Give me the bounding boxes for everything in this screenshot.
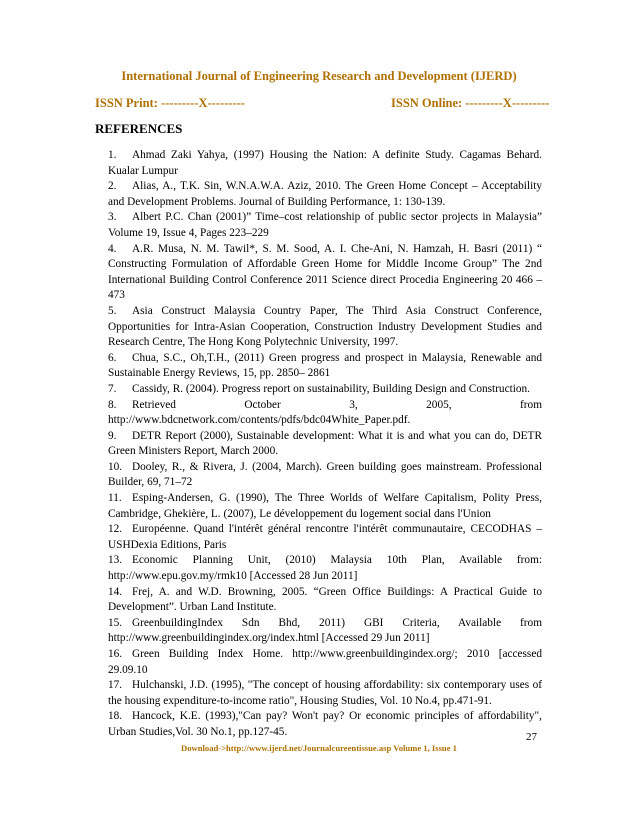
reference-text: Chua, S.C., Oh,T.H., (2011) Green progress and prospect in Malaysia, Renewable and Sustainable Energy Reviews, 15, pp. 2850– 2861 — [108, 351, 542, 380]
reference-number: 1. — [108, 149, 117, 161]
reference-item — [108, 709, 542, 740]
reference-text: Hancock, K.E. (1993),"Can pay? Won't pay? Or economic principles of affordability", Urban Studies,Vol. 30 No.1, pp.127-45. — [108, 710, 542, 738]
download-link[interactable]: Download->http://www.ijerd.net/Journalcureentissue.asp Volume 1, Issue 1 — [181, 743, 457, 753]
reference-number: 8. — [108, 398, 117, 411]
reference-number: 12. — [108, 523, 123, 536]
reference-item — [108, 304, 542, 351]
reference-item — [108, 210, 542, 241]
reference-text: Alias, A., T.K. Sin, W.N.A.W.A. Aziz, 2010. The Green Home Concept – Acceptability and Development Problems. Journal of Building Performance, 1: 130-139. — [108, 180, 542, 208]
reference-number: 6. — [108, 351, 117, 364]
reference-item — [108, 678, 542, 709]
reference-item — [108, 553, 542, 584]
reference-item — [108, 351, 542, 382]
reference-number: 7. — [108, 382, 117, 395]
journal-title: International Journal of Engineering Research and Development (IJERD) — [121, 69, 517, 83]
reference-number: 11. — [108, 492, 122, 505]
reference-item — [108, 429, 542, 460]
reference-item — [108, 179, 542, 210]
reference-text: Retrieved October 3, 2005, from http://www.bdcnetwork.com/contents/pdfs/bdc04White_Paper.pdf. — [108, 398, 542, 427]
reference-text: Dooley, R., & Rivera, J. (2004, March). Green building goes mainstream. Professional Builder, 69, 71–72 — [108, 460, 542, 489]
reference-text: Ahmad Zaki Yahya, (1997) Housing the Nation: A definite Study. Cagamas Behard. Kualar Lumpur — [108, 149, 542, 177]
reference-item — [108, 382, 542, 398]
reference-number: 3. — [108, 211, 117, 224]
reference-text: DETR Report (2000), Sustainable development: What it is and what you can do, DETR Green Ministers Report, March 2000. — [108, 429, 542, 458]
reference-text: Hulchanski, J.D. (1995), "The concept of housing affordability: six contemporary uses of the housing expenditure-to-income ratio", Housing Studies, Vol. 10 No.4, pp.471-91. — [108, 679, 542, 707]
references-heading: REFERENCES — [95, 121, 183, 136]
reference-text: Asia Construct Malaysia Country Paper, The Third Asia Construct Conference, Opportunities for Intra-Asian Cooperation, Construction Industry Development Studies and Research Centre, The Hong Kong Polytechnic University, 1997. — [108, 304, 542, 349]
reference-item — [108, 522, 542, 553]
reference-number: 16. — [108, 648, 123, 660]
reference-text: Economic Planning Unit, (2010) Malaysia 10th Plan, Available from: http://www.epu.gov.my/rmk10 [Accessed 28 Jun 2011] — [108, 554, 542, 583]
reference-number: 13. — [108, 554, 123, 567]
reference-item — [108, 460, 542, 491]
issn-print: ISSN Print: ---------X--------- — [95, 96, 245, 110]
reference-text: Cassidy, R. (2004). Progress report on sustainability, Building Design and Construction. — [132, 382, 530, 395]
reference-list — [108, 148, 542, 741]
reference-text: Albert P.C. Chan (2001)” Time–cost relationship of public sector projects in Malaysia” Volume 19, Issue 4, Pages 223–229 — [108, 211, 542, 239]
reference-item — [108, 148, 542, 179]
page-number: 27 — [526, 731, 537, 743]
reference-text: A.R. Musa, N. M. Tawil*, S. M. Sood, A. I. Che-Ani, N. Hamzah, H. Basri (2011) “ Constructing Formulation of Affordable Green Home for Middle Income Group” The 2nd International Building Control Conference 2011 Science direct Procedia Engineering 20 466 – 473 — [108, 242, 542, 302]
reference-number: 14. — [108, 585, 123, 598]
reference-item — [108, 242, 542, 304]
reference-text: GreenbuildingIndex Sdn Bhd, 2011) GBI Criteria, Available from http://www.greenbuildingindex.org/index.html [Accessed 29 Jun 2011] — [108, 616, 542, 645]
reference-item — [108, 491, 542, 522]
reference-item — [108, 647, 542, 678]
reference-number: 5. — [108, 304, 117, 317]
reference-number: 18. — [108, 710, 123, 723]
reference-item — [108, 585, 542, 616]
reference-number: 17. — [108, 679, 123, 692]
reference-item — [108, 398, 542, 429]
reference-text: Esping-Andersen, G. (1990), The Three Worlds of Welfare Capitalism, Polity Press, Cambridge, Ghekière, L. (2007), Le développement du logement social dans l'Union — [108, 492, 542, 520]
reference-number: 15. — [108, 616, 123, 629]
reference-number: 4. — [108, 242, 117, 255]
reference-number: 10. — [108, 460, 123, 473]
reference-number: 9. — [108, 429, 117, 442]
reference-number: 2. — [108, 180, 117, 193]
reference-text: Frej, A. and W.D. Browning, 2005. “Green Office Buildings: A Practical Guide to Development”. Urban Land Institute. — [108, 585, 542, 614]
reference-item — [108, 616, 542, 647]
reference-text: Green Building Index Home. http://www.greenbuildingindex.org/; 2010 [accessed 29.09.10 — [108, 648, 542, 676]
issn-online: ISSN Online: ---------X--------- — [391, 96, 550, 110]
reference-text: Européenne. Quand l'intérêt général rencontre l'intérêt communautaire, CECODHAS – USHDexia Editions, Paris — [108, 523, 542, 551]
